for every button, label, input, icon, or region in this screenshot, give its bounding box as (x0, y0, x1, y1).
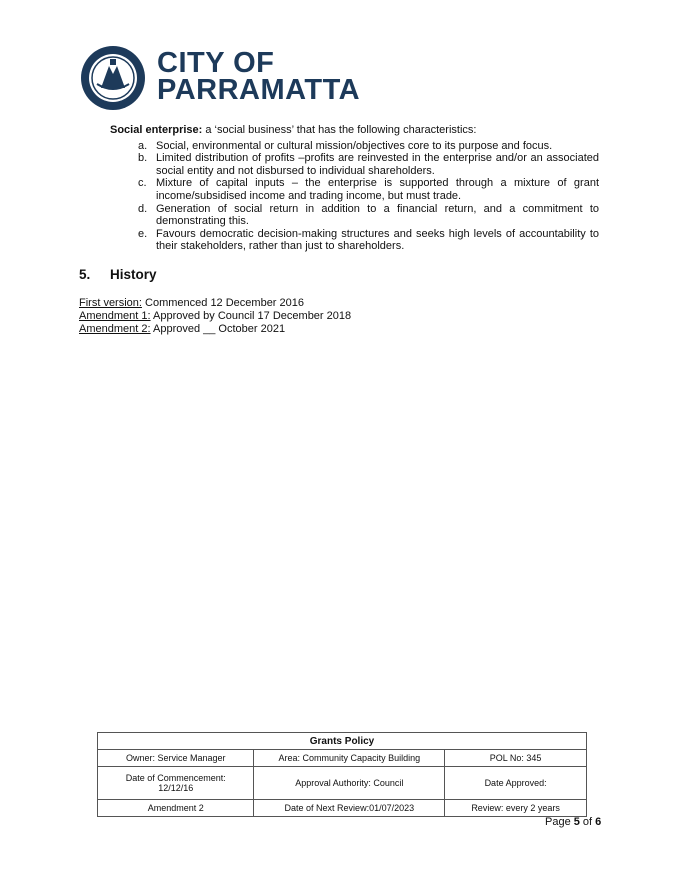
logo-wordmark (157, 47, 361, 106)
characteristics-list (79, 140, 599, 253)
history-text: Approved __ October 2021 (150, 323, 286, 335)
definition-heading (110, 124, 599, 137)
area-cell: Area: Community Capacity Building (254, 750, 445, 767)
definition-intro: a ‘social business’ that has the following characteristics: (202, 124, 477, 136)
commencement-date: 12/12/16 (158, 783, 194, 793)
list-marker: b. (138, 152, 148, 165)
owner-cell: Owner: Service Manager (98, 750, 254, 767)
logo-line-1: CITY OF (157, 47, 275, 79)
definition-term: Social enterprise: (110, 124, 203, 136)
policy-footer-table (97, 732, 587, 817)
list-item (79, 177, 599, 202)
amendment-cell: Amendment 2 (98, 800, 254, 817)
list-item-text: Limited distribution of profits –profits are reinvested in the enterprise and/or an associated social entity and not disbursed to individual shareholders. (156, 152, 599, 177)
pol-no-cell: POL No: 345 (445, 750, 587, 767)
history-text: Approved by Council 17 December 2018 (150, 310, 352, 322)
commencement-cell (98, 767, 254, 800)
page-total: 6 (595, 816, 602, 828)
review-frequency-cell: Review: every 2 years (445, 800, 587, 817)
list-item-text: Favours democratic decision-making structures and seeks high levels of accountability to their stakeholders, rather than just to shareholders. (156, 227, 599, 253)
history-label: First version: (79, 297, 142, 309)
list-marker: e. (138, 227, 148, 240)
history-line (79, 310, 351, 323)
page-sep: of (579, 816, 596, 828)
page-prefix: Page (545, 816, 574, 828)
city-logo (79, 44, 379, 114)
page-number (545, 816, 601, 828)
commencement-label: Date of Commencement: (125, 773, 226, 783)
date-approved-cell: Date Approved: (445, 767, 587, 800)
logo-line-2: PARRAMATTA (157, 74, 361, 106)
list-item (79, 140, 599, 153)
section-number: 5. (79, 267, 91, 282)
list-marker: d. (138, 202, 148, 215)
page-current: 5 (573, 816, 580, 828)
history-label: Amendment 1: (79, 310, 151, 322)
next-review-cell: Date of Next Review:01/07/2023 (254, 800, 445, 817)
history-block (79, 297, 351, 336)
history-label: Amendment 2: (79, 323, 151, 335)
history-line (79, 297, 351, 310)
list-item (79, 228, 599, 253)
section-heading-history (79, 267, 157, 282)
list-item-text: Mixture of capital inputs – the enterprise is supported through a mixture of grant income/subsidised income and trading income, but must trade. (156, 177, 599, 202)
list-marker: a. (138, 139, 148, 152)
definition-block (79, 124, 599, 253)
section-title: History (110, 267, 157, 282)
policy-title: Grants Policy (98, 733, 587, 750)
city-crest-icon (79, 44, 147, 112)
list-marker: c. (138, 177, 147, 190)
history-line (79, 323, 351, 336)
list-item-text: Generation of social return in addition to a financial return, and a commitment to demonstrating this. (156, 202, 599, 228)
history-text: Commenced 12 December 2016 (141, 297, 304, 309)
approval-authority-cell: Approval Authority: Council (254, 767, 445, 800)
list-item-text: Social, environmental or cultural mission/objectives core to its purpose and focus. (156, 139, 553, 152)
list-item (79, 203, 599, 228)
list-item (79, 152, 599, 177)
